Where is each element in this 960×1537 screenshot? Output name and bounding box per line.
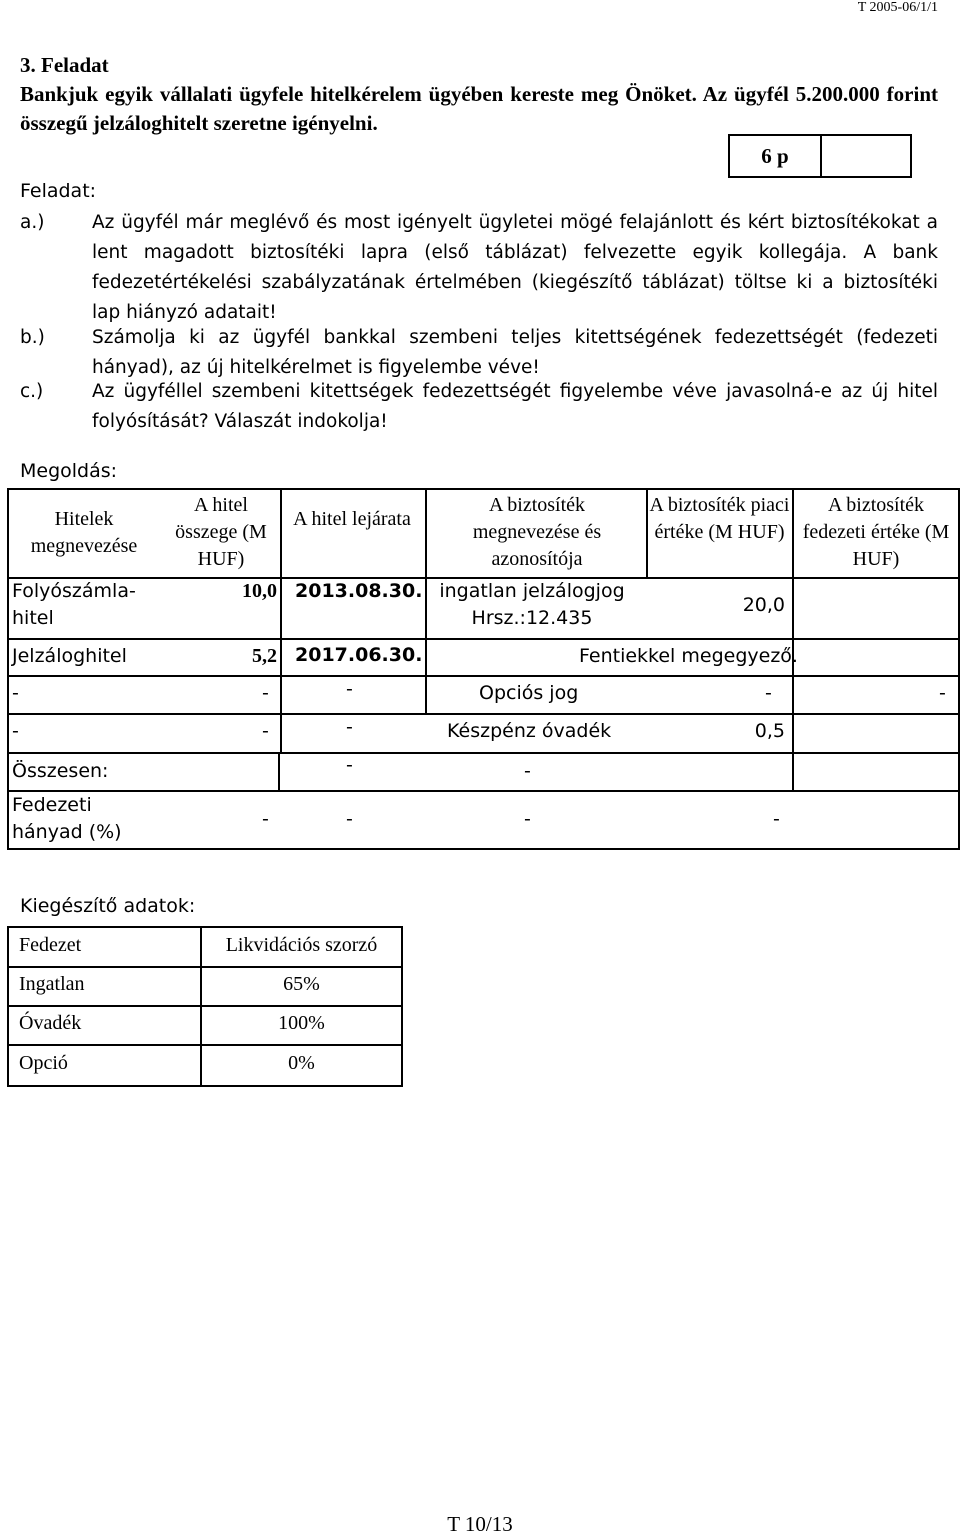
page-number: T 10/13 — [447, 1512, 513, 1536]
task-item-marker: b.) — [20, 327, 45, 348]
row-collateral-name: ingatlan jelzálogjog — [439, 580, 625, 602]
extra-row-collateral: Ingatlan — [19, 973, 85, 995]
points-box — [728, 134, 912, 178]
solution-heading: Megoldás: — [20, 460, 118, 482]
extra-row-collateral: Opció — [19, 1052, 68, 1074]
row-cell-dash: - — [262, 682, 269, 704]
extra-header-collateral: Fedezet — [19, 934, 82, 956]
task-item-text: Az ügyfél már meglévő és most igényelt ügyletei mögé felajánlott és kért biztosítékokat a lent magadott biztosítéki lapra (első táblázat) felvezette egyik kollegája. A bank fedezetértékelési szabályzatának értelmében (kiegészítő táblázat) töltse ki a biztosítéki lap hiányzó adatait! — [92, 212, 938, 323]
collateral-table — [7, 488, 960, 850]
header-loan-amount: A hitel összege (M HUF) — [175, 494, 267, 570]
feladat-heading: Feladat: — [20, 180, 97, 202]
table-rule — [7, 966, 403, 968]
task-item-marker: c.) — [20, 381, 44, 402]
header-cover-value: A biztosíték fedezeti értéke (M HUF) — [802, 494, 950, 570]
extra-row-multiplier: 0% — [288, 1052, 315, 1074]
row-cell-dash: - — [12, 720, 19, 742]
total-label: Összesen: — [12, 760, 109, 782]
document-code: T 2005-06/1/1 — [857, 0, 938, 15]
row-market-value: - — [765, 682, 772, 704]
extra-row-multiplier: 65% — [283, 973, 320, 995]
points-label: 6 p — [730, 136, 822, 176]
header-loan-name: Hitelek megnevezése — [30, 508, 138, 557]
points-value-field[interactable] — [822, 136, 910, 176]
row-loan-amount: 10,0 — [242, 580, 277, 602]
task-item-marker: a.) — [20, 212, 45, 233]
row-cell-dash: - — [346, 678, 353, 700]
table-rule — [7, 713, 960, 715]
row-cell-dash: - — [12, 682, 19, 704]
total-cell-dash: - — [524, 760, 531, 782]
task-item-a — [20, 208, 938, 328]
row-cover-value: - — [939, 682, 946, 704]
table-rule — [401, 926, 403, 1087]
row-collateral-id: Hrsz.:12.435 — [471, 607, 593, 629]
extra-row-collateral: Óvadék — [19, 1012, 82, 1034]
task-title: 3. Feladat — [20, 53, 109, 77]
task-intro: Bankjuk egyik vállalati ügyfele hitelkérelem ügyében kereste meg Önöket. Az ügyfél 5.200.000 forint összegű jelzáloghitelt szeretne igényelni. — [20, 82, 938, 135]
row-collateral-name: Készpénz óvadék — [447, 720, 612, 742]
extra-row-multiplier: 100% — [278, 1012, 325, 1034]
row-market-value: 20,0 — [742, 594, 785, 616]
task-item-text: Számolja ki az ügyfél bankkal szembeni teljes kitettségének fedezettségét (fedezeti hányad), az új hitelkérelmet is figyelembe véve! — [92, 327, 938, 378]
task-item-c — [20, 377, 938, 437]
table-rule — [7, 1044, 403, 1046]
row-loan-due: 2017.06.30. — [295, 644, 423, 666]
table-rule — [7, 1005, 403, 1007]
table-rule — [7, 638, 960, 640]
ratio-cell-dash: - — [262, 808, 269, 830]
table-rule — [7, 926, 9, 1087]
row-loan-due: 2013.08.30. — [295, 580, 423, 602]
liquidation-table — [7, 926, 403, 1087]
row-collateral-name: Fentiekkel megegyező. — [579, 645, 798, 667]
header-collateral-name: A biztosíték megnevezése és azonosítója — [472, 494, 602, 570]
row-loan-name: Folyószámla-hitel — [12, 580, 136, 629]
extra-data-heading: Kiegészítő adatok: — [20, 895, 196, 917]
row-cell-dash: - — [346, 716, 353, 738]
total-cell-dash: - — [346, 754, 353, 776]
task-item-text: Az ügyféllel szembeni kitettségek fedezettségét figyelembe véve javasolná-e az új hitel folyósítását? Válaszát indokolja! — [92, 381, 938, 432]
extra-header-multiplier: Likvidációs szorzó — [225, 934, 378, 956]
table-rule — [278, 752, 280, 790]
ratio-cell-dash: - — [773, 808, 780, 830]
ratio-cell-dash: - — [346, 808, 353, 830]
row-cell-dash: - — [262, 720, 269, 742]
row-loan-amount: 5,2 — [252, 645, 277, 667]
header-market-value: A biztosíték piaci értéke (M HUF) — [649, 494, 790, 543]
table-rule — [7, 488, 960, 490]
table-rule — [7, 752, 960, 754]
table-rule — [280, 488, 282, 752]
table-rule — [7, 1085, 403, 1087]
row-loan-name: Jelzáloghitel — [12, 645, 127, 667]
table-rule — [7, 675, 960, 677]
header-loan-due: A hitel lejárata — [293, 508, 411, 530]
ratio-cell-dash: - — [524, 808, 531, 830]
table-rule — [7, 926, 403, 928]
row-market-value: 0,5 — [754, 720, 785, 742]
task-item-b — [20, 323, 938, 383]
row-collateral-name: Opciós jog — [479, 682, 579, 704]
table-rule — [7, 848, 960, 850]
ratio-label: Fedezeti hányad (%) — [12, 794, 122, 843]
